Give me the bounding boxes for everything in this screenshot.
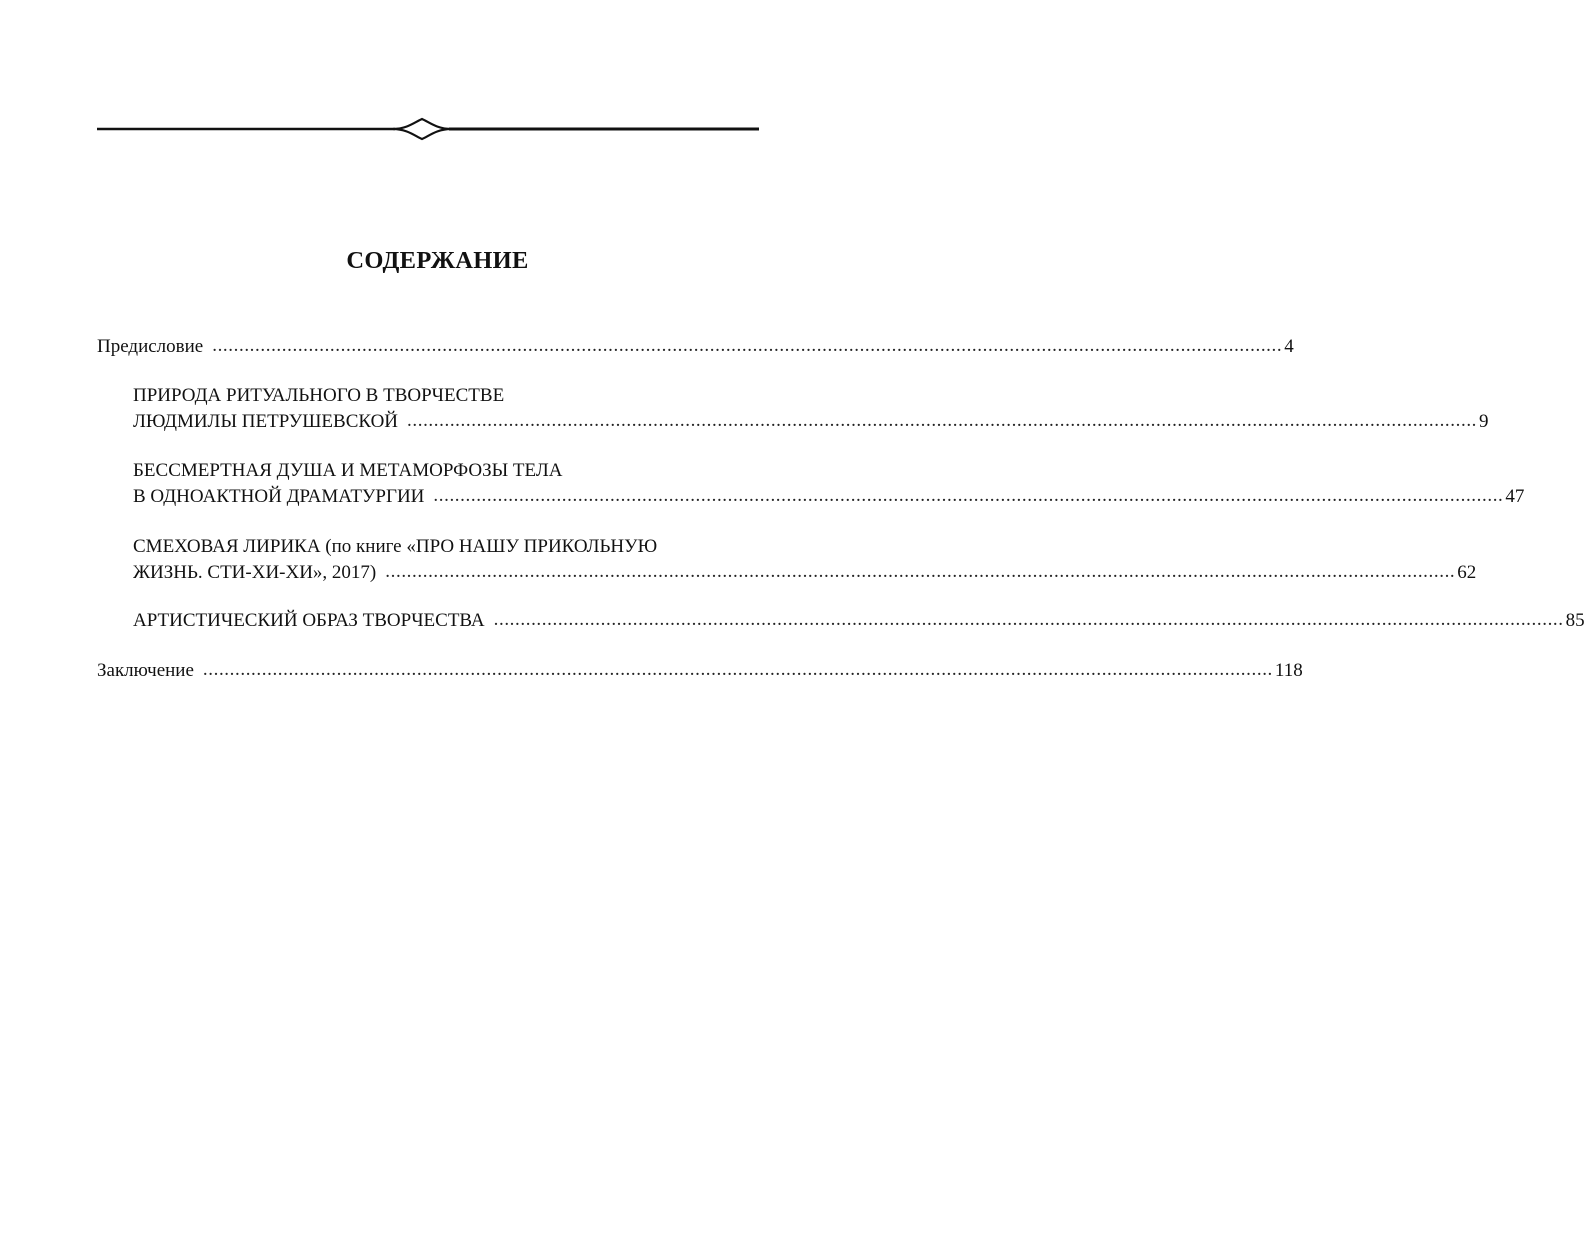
toc-page-number: 62	[1457, 562, 1477, 583]
dot-leader: ........................................................................................................................................................................................................	[433, 485, 1504, 506]
toc-entry-title-line: ПРИРОДА РИТУАЛЬНОГО В ТВОРЧЕСТВЕ	[133, 385, 505, 406]
toc-entry-title: Заключение	[97, 660, 194, 681]
dot-leader: ........................................................................................................................................................................................................	[385, 561, 1456, 582]
toc-entry-title-line: ЖИЗНЬ. СТИ-ХИ-ХИ», 2017)	[133, 562, 377, 583]
dot-leader: ........................................................................................................................................................................................................	[212, 335, 1283, 356]
toc-page-number: 9	[1479, 411, 1489, 432]
toc-entry-preface[interactable]	[97, 334, 1294, 360]
toc-page-number: 85	[1565, 610, 1585, 631]
toc-entry-title: АРТИСТИЧЕСКИЙ ОБРАЗ ТВОРЧЕСТВА	[133, 610, 485, 631]
toc-page-number: 4	[1284, 336, 1294, 357]
toc-page-number: 47	[1505, 486, 1525, 507]
toc-entry-last-line	[133, 560, 1477, 586]
toc-entry-last-line	[133, 409, 1489, 435]
toc-entry-chapter-1[interactable]	[133, 383, 1489, 435]
toc-page-number: 118	[1274, 660, 1303, 681]
dot-leader: ........................................................................................................................................................................................................	[493, 609, 1564, 630]
toc-entry-chapter-2[interactable]	[133, 458, 1525, 510]
toc-entry-last-line	[97, 334, 1294, 360]
toc-entry-conclusion[interactable]	[97, 658, 1303, 684]
toc-entry-title-line: ЛЮДМИЛЫ ПЕТРУШЕВСКОЙ	[133, 411, 399, 432]
toc-entry-chapter-4[interactable]	[133, 608, 1585, 634]
toc-entry-title-line: БЕССМЕРТНАЯ ДУША И МЕТАМОРФОЗЫ ТЕЛА	[133, 460, 563, 481]
toc-entry-title: Предисловие	[97, 336, 204, 357]
dot-leader: ........................................................................................................................................................................................................	[202, 659, 1273, 680]
toc-entry-chapter-3[interactable]	[133, 534, 1477, 586]
toc-entry-last-line	[133, 608, 1585, 634]
rule-with-diamond-ornament-icon	[97, 116, 759, 142]
page-title: СОДЕРЖАНИЕ	[346, 247, 529, 274]
toc-entry-last-line	[97, 658, 1303, 684]
toc-entry-title-line: СМЕХОВАЯ ЛИРИКА (по книге «ПРО НАШУ ПРИКОЛЬНУЮ	[133, 536, 658, 557]
toc-entry-title-line: В ОДНОАКТНОЙ ДРАМАТУРГИИ	[133, 486, 425, 507]
dot-leader: ........................................................................................................................................................................................................	[407, 410, 1478, 431]
toc-entry-last-line	[133, 484, 1525, 510]
